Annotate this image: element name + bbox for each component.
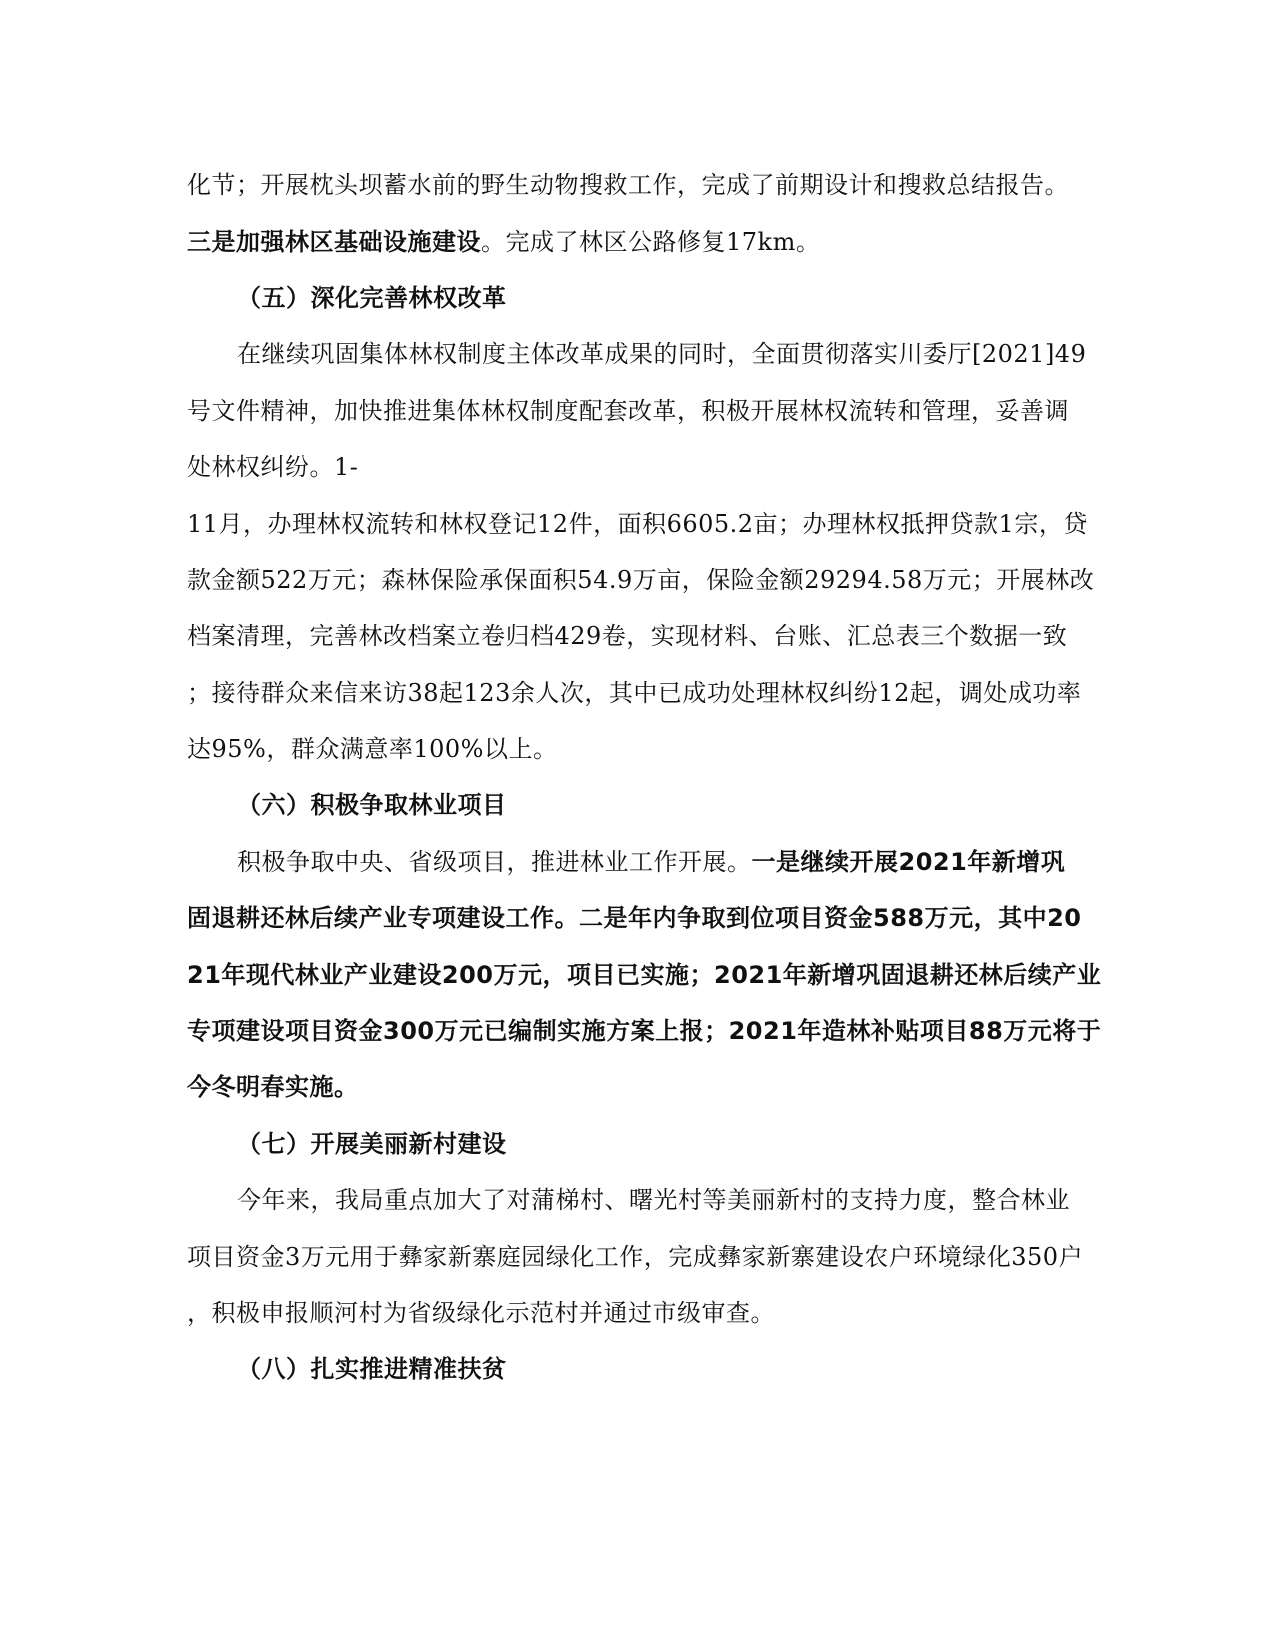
paragraph-line: 在继续巩固集体林权制度主体改革成果的同时，全面贯彻落实川委厅[2021]49 <box>237 340 1087 368</box>
paragraph-line-bold: 今冬明春实施。 <box>187 1073 359 1101</box>
paragraph-line-bold: 专项建设项目资金300万元已编制实施方案上报；2021年造林补贴项目88万元将于 <box>187 1017 1102 1045</box>
paragraph-line-bold: 21年现代林业产业建设200万元，项目已实施；2021年新增巩固退耕还林后续产业 <box>187 961 1102 989</box>
paragraph-line-bold: 固退耕还林后续产业专项建设工作。二是年内争取到位项目资金588万元，其中20 <box>187 904 1082 932</box>
paragraph-line: 款金额522万元；森林保险承保面积54.9万亩，保险金额29294.58万元；开展林改 <box>187 566 1095 594</box>
bold-phrase: 一是继续开展2021年新增巩 <box>751 848 1066 876</box>
paragraph-line: 今年来，我局重点加大了对蒲梯村、曙光村等美丽新村的支持力度，整合林业 <box>237 1186 1070 1214</box>
text-run: 。完成了林区公路修复17km。 <box>481 228 821 256</box>
paragraph-line: 处林权纠纷。1- <box>187 453 359 481</box>
paragraph-line: 项目资金3万元用于彝家新寨庭园绿化工作，完成彝家新寨建设农户环境绿化350户 <box>187 1243 1084 1271</box>
paragraph-line: 档案清理，完善林改档案立卷归档429卷，实现材料、台账、汇总表三个数据一致 <box>187 622 1068 650</box>
section-heading-8: （八）扎实推进精准扶贫 <box>237 1355 507 1383</box>
paragraph-line: ，积极申报顺河村为省级绿化示范村并通过市级审查。 <box>187 1299 775 1327</box>
paragraph-line <box>237 846 1065 878</box>
section-heading-6: （六）积极争取林业项目 <box>237 791 507 819</box>
bold-phrase: 三是加强林区基础设施建设 <box>187 228 481 256</box>
text-run: 积极争取中央、省级项目，推进林业工作开展。 <box>237 848 752 876</box>
paragraph-line: ；接待群众来信来访38起123余人次，其中已成功处理林权纠纷12起，调处成功率 <box>187 679 1082 707</box>
section-heading-7: （七）开展美丽新村建设 <box>237 1130 507 1158</box>
paragraph-line: 化节；开展枕头坝蓄水前的野生动物搜救工作，完成了前期设计和搜救总结报告。 <box>187 171 1069 199</box>
paragraph-line: 11月，办理林权流转和林权登记12件，面积6605.2亩；办理林权抵押贷款1宗，贷 <box>187 510 1088 538</box>
paragraph-line: 号文件精神，加快推进集体林权制度配套改革，积极开展林权流转和管理，妥善调 <box>187 397 1069 425</box>
section-heading-5: （五）深化完善林权改革 <box>237 284 507 312</box>
paragraph-line: 达95%，群众满意率100%以上。 <box>187 735 558 763</box>
paragraph-line <box>187 226 820 258</box>
